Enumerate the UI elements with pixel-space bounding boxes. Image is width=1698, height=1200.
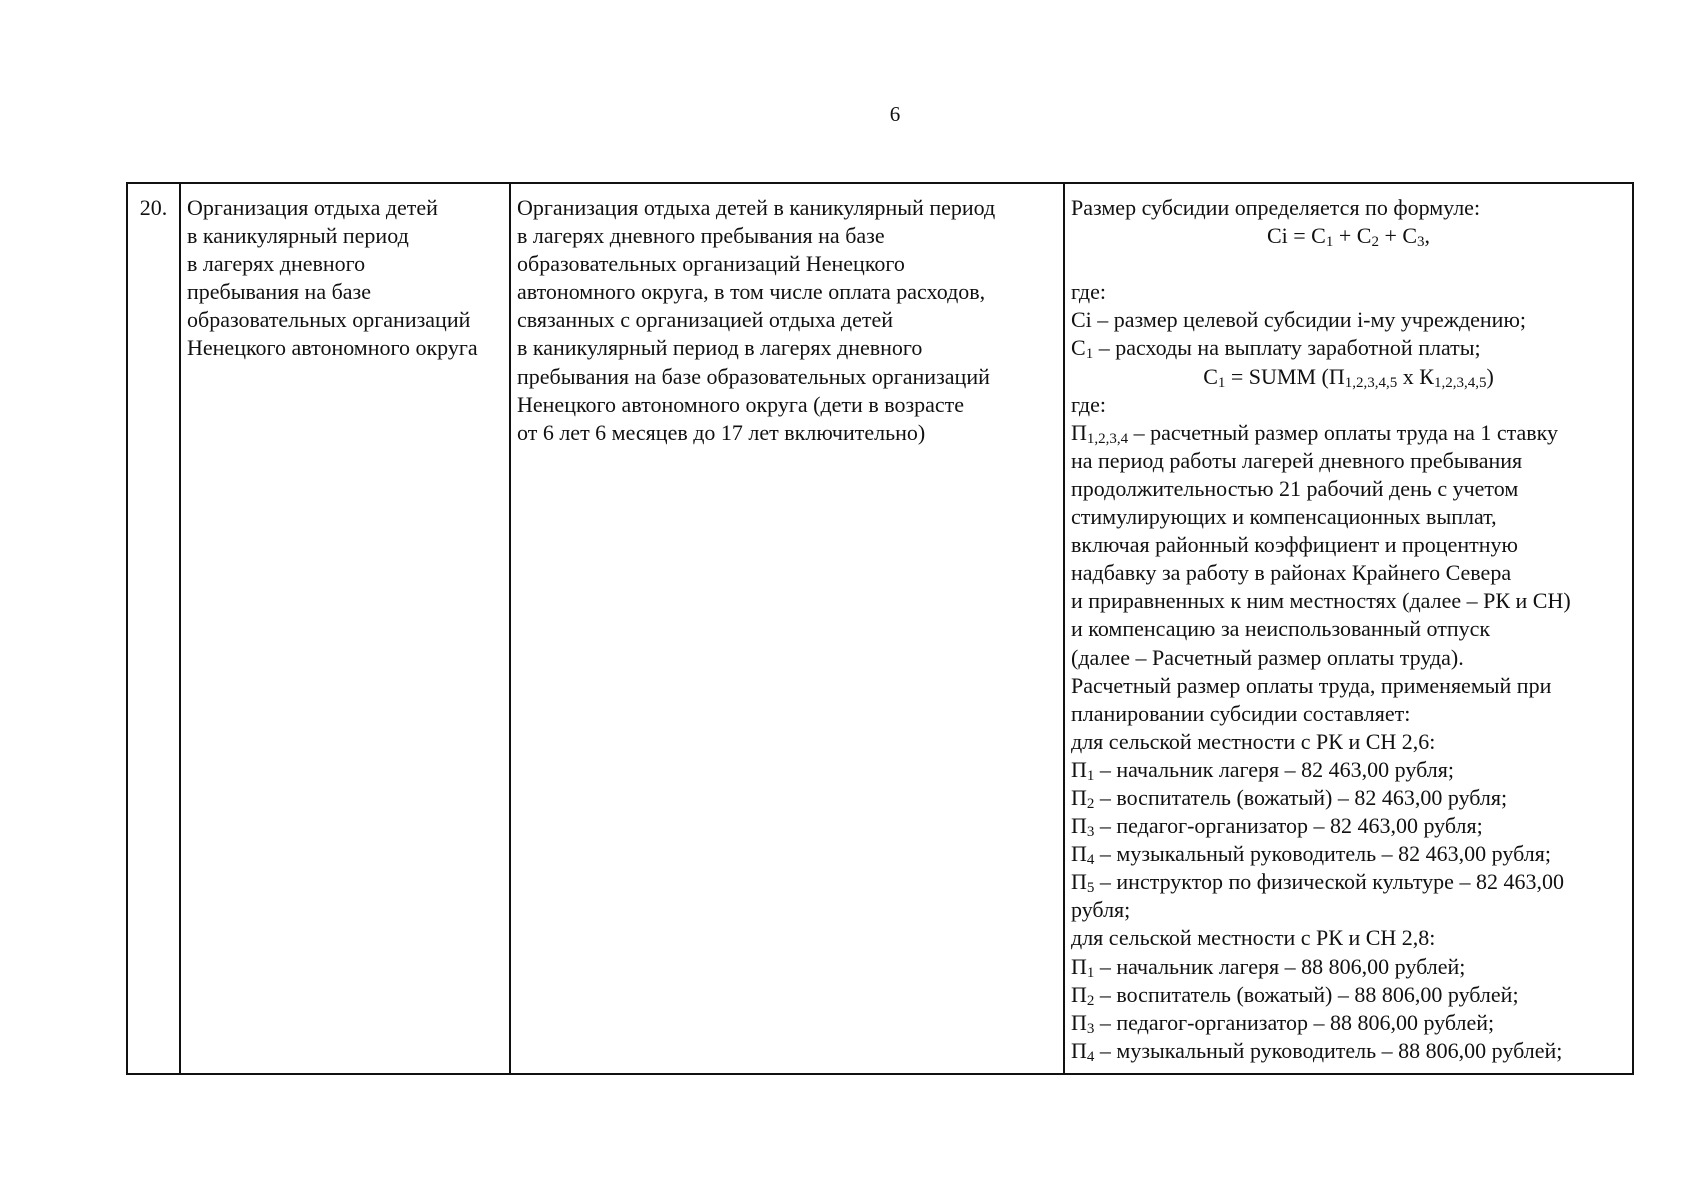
formula-text: = SUMM (П — [1225, 363, 1345, 389]
table-row — [127, 183, 1633, 1074]
formula-intro: Размер субсидии определяется по формуле: — [1071, 195, 1481, 220]
subsidy-calculation-cell — [1064, 183, 1633, 1074]
where-label: где: — [1071, 279, 1106, 305]
c1-definition — [1071, 334, 1626, 362]
formula-text: , — [1424, 223, 1431, 249]
symbol: П — [1071, 1037, 1087, 1063]
p-definition-line: надбавку за работу в районах Крайнего Севера — [1071, 560, 1512, 586]
p-definition-line: на период работы лагерей дневного пребывания — [1071, 447, 1523, 473]
formula-salary — [1071, 363, 1626, 391]
rate-item — [1071, 981, 1626, 1009]
where-label: где: — [1071, 391, 1106, 417]
rate-text: – начальник лагеря – 88 806,00 рублей; — [1094, 953, 1466, 979]
p-definition-first — [1071, 419, 1626, 447]
description-line: пребывания на базе образовательных организаций — [517, 363, 990, 389]
rate-item — [1071, 756, 1626, 784]
service-name-cell — [180, 183, 510, 1074]
rate-item — [1071, 1009, 1626, 1037]
subscript: 5 — [1086, 880, 1095, 897]
symbol: П — [1071, 869, 1087, 895]
rate-item — [1071, 784, 1626, 812]
subscript: 3 — [1086, 824, 1095, 841]
group-title: для сельской местности с РК и СН 2,8: — [1071, 925, 1436, 951]
subscript: 1 — [1086, 964, 1095, 981]
rate-item — [1071, 1037, 1626, 1065]
p-definition-line: стимулирующих и компенсационных выплат, — [1071, 504, 1497, 530]
rate-text: – педагог-организатор – 88 806,00 рублей; — [1094, 1009, 1495, 1035]
rate-text: – педагог-организатор – 82 463,00 рубля; — [1094, 813, 1483, 839]
symbol: П — [1071, 813, 1087, 839]
symbol: П — [1071, 981, 1087, 1007]
symbol: П — [1071, 419, 1087, 445]
definition-text: – расходы на выплату заработной платы; — [1093, 335, 1481, 361]
planning-line: Расчетный размер оплаты труда, применяемый при — [1071, 672, 1552, 698]
description-line: от 6 лет 6 месяцев до 17 лет включительно) — [517, 419, 926, 445]
name-line: в лагерях дневного — [187, 251, 366, 277]
subscript: 2 — [1086, 992, 1095, 1009]
p-definition-line: и приравненных к ним местностях (далее – РК и СН) — [1071, 588, 1571, 614]
symbol: П — [1071, 953, 1087, 979]
subscript: 4 — [1086, 1048, 1095, 1065]
name-line: в каникулярный период — [187, 223, 409, 249]
name-line: образовательных организаций — [187, 307, 471, 333]
formula-text: + С — [1333, 223, 1372, 249]
subscript: 1,2,3,4,5 — [1433, 374, 1487, 391]
rate-text: – музыкальный руководитель – 82 463,00 рубля; — [1094, 841, 1551, 867]
subscript: 1 — [1085, 346, 1094, 363]
page-number: 6 — [889, 102, 901, 126]
formula-text: ) — [1486, 363, 1494, 389]
symbol: П — [1071, 756, 1087, 782]
rate-text: – инструктор по физической культуре – 82 463,00 — [1094, 869, 1564, 895]
symbol: П — [1071, 841, 1087, 867]
p-definition-line: (далее – Расчетный размер оплаты труда). — [1071, 644, 1464, 670]
document-table — [126, 182, 1634, 1075]
ci-definition: Ci – размер целевой субсидии i-му учреждению; — [1071, 307, 1527, 333]
description-line: образовательных организаций Ненецкого — [517, 251, 905, 277]
rate-continuation: рубля; — [1071, 897, 1131, 923]
formula-text: + С — [1378, 223, 1418, 249]
description-line: в лагерях дневного пребывания на базе — [517, 223, 885, 249]
subscript: 1 — [1086, 767, 1095, 784]
rate-text: – воспитатель (вожатый) – 88 806,00 рублей; — [1094, 981, 1519, 1007]
description-line: Ненецкого автономного округа (дети в возрасте — [517, 391, 965, 417]
subscript: 1,2,3,4 — [1086, 430, 1129, 447]
description-line: в каникулярный период в лагерях дневного — [517, 335, 923, 361]
subscript: 2 — [1371, 234, 1379, 251]
blank-line — [1071, 250, 1626, 278]
rate-item — [1071, 812, 1626, 840]
description-line: автономного округа, в том числе оплата расходов, — [517, 279, 986, 305]
rate-text: – начальник лагеря – 82 463,00 рубля; — [1094, 756, 1454, 782]
subscript: 1 — [1217, 374, 1226, 391]
rate-text: – воспитатель (вожатый) – 82 463,00 рубля; — [1094, 784, 1508, 810]
description-line: Организация отдыха детей в каникулярный период — [517, 195, 996, 220]
symbol: П — [1071, 784, 1087, 810]
formula-text: С — [1203, 363, 1218, 389]
row-number-cell: 20. — [127, 183, 180, 1074]
rate-text: – музыкальный руководитель – 88 806,00 рублей; — [1094, 1037, 1563, 1063]
subscript: 3 — [1417, 234, 1425, 251]
name-line: Ненецкого автономного округа — [187, 335, 478, 361]
formula-total — [1071, 222, 1626, 250]
subscript: 3 — [1086, 1020, 1095, 1037]
subscript: 2 — [1086, 795, 1095, 812]
rate-item — [1071, 840, 1626, 868]
subscript: 4 — [1086, 852, 1095, 869]
planning-line: планировании субсидии составляет: — [1071, 700, 1411, 726]
p-definition-line: включая районный коэффициент и процентную — [1071, 532, 1518, 558]
formula-text: Ci = С — [1266, 223, 1326, 249]
rate-item — [1071, 953, 1626, 981]
symbol: С — [1071, 335, 1086, 361]
rate-item — [1071, 868, 1626, 896]
service-description-cell — [510, 183, 1064, 1074]
definition-text: – расчетный размер оплаты труда на 1 ставку — [1128, 419, 1559, 445]
formula-text: х К — [1397, 363, 1434, 389]
p-definition-line: продолжительностью 21 рабочий день с учетом — [1071, 475, 1519, 501]
description-line: связанных с организацией отдыха детей — [517, 307, 893, 333]
symbol: П — [1071, 1009, 1087, 1035]
subscript: 1,2,3,4,5 — [1344, 374, 1398, 391]
name-line: пребывания на базе — [187, 279, 371, 305]
name-line: Организация отдыха детей — [187, 195, 438, 220]
p-definition-line: и компенсацию за неиспользованный отпуск — [1071, 616, 1491, 642]
subscript: 1 — [1325, 234, 1334, 251]
group-title: для сельской местности с РК и СН 2,6: — [1071, 728, 1436, 754]
